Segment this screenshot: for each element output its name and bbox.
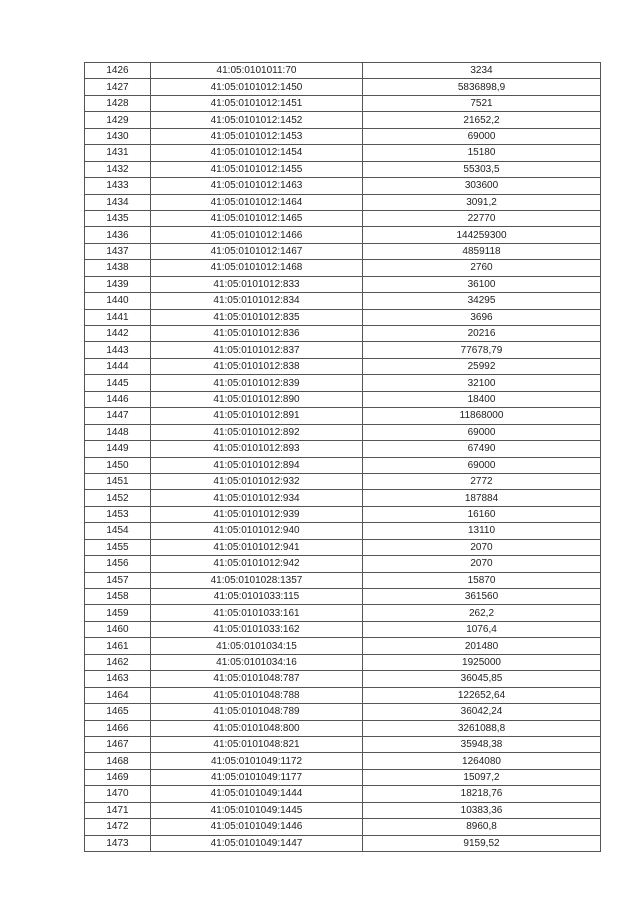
row-number-cell: 1438	[85, 260, 151, 276]
table-row	[85, 638, 601, 654]
row-number-cell: 1445	[85, 375, 151, 391]
table-row	[85, 112, 601, 128]
cadastral-number-cell: 41:05:0101012:1454	[151, 145, 363, 161]
value-cell: 20216	[363, 326, 601, 342]
value-cell: 303600	[363, 178, 601, 194]
row-number-cell: 1469	[85, 769, 151, 785]
cadastral-number-cell: 41:05:0101049:1444	[151, 786, 363, 802]
cadastral-number-cell: 41:05:0101012:940	[151, 523, 363, 539]
cadastral-number-cell: 41:05:0101033:115	[151, 589, 363, 605]
value-cell: 5836898,9	[363, 79, 601, 95]
table-row	[85, 802, 601, 818]
row-number-cell: 1467	[85, 736, 151, 752]
table-row	[85, 243, 601, 259]
row-number-cell: 1451	[85, 473, 151, 489]
table-row	[85, 654, 601, 670]
table-row	[85, 523, 601, 539]
value-cell: 9159,52	[363, 835, 601, 851]
table-row	[85, 227, 601, 243]
value-cell: 1264080	[363, 753, 601, 769]
value-cell: 55303,5	[363, 161, 601, 177]
table-row	[85, 145, 601, 161]
value-cell: 69000	[363, 424, 601, 440]
row-number-cell: 1456	[85, 556, 151, 572]
table-row	[85, 210, 601, 226]
table-row	[85, 342, 601, 358]
cadastral-number-cell: 41:05:0101012:891	[151, 408, 363, 424]
value-cell: 35948,38	[363, 736, 601, 752]
table-row	[85, 457, 601, 473]
table-row	[85, 326, 601, 342]
cadastral-number-cell: 41:05:0101012:839	[151, 375, 363, 391]
value-cell: 2772	[363, 473, 601, 489]
cadastral-number-cell: 41:05:0101049:1177	[151, 769, 363, 785]
value-cell: 11868000	[363, 408, 601, 424]
table-row	[85, 358, 601, 374]
table-row	[85, 605, 601, 621]
cadastral-number-cell: 41:05:0101012:942	[151, 556, 363, 572]
value-cell: 18400	[363, 391, 601, 407]
cadastral-number-cell: 41:05:0101033:162	[151, 621, 363, 637]
cadastral-number-cell: 41:05:0101012:1466	[151, 227, 363, 243]
cadastral-number-cell: 41:05:0101048:787	[151, 671, 363, 687]
table-row	[85, 79, 601, 95]
table-row	[85, 309, 601, 325]
value-cell: 36045,85	[363, 671, 601, 687]
table-row	[85, 687, 601, 703]
table-row	[85, 769, 601, 785]
table-row	[85, 424, 601, 440]
table-row	[85, 506, 601, 522]
value-cell: 25992	[363, 358, 601, 374]
cadastral-number-cell: 41:05:0101012:1468	[151, 260, 363, 276]
row-number-cell: 1437	[85, 243, 151, 259]
cadastral-number-cell: 41:05:0101012:939	[151, 506, 363, 522]
value-cell: 21652,2	[363, 112, 601, 128]
row-number-cell: 1468	[85, 753, 151, 769]
value-cell: 36042,24	[363, 704, 601, 720]
cadastral-number-cell: 41:05:0101012:941	[151, 539, 363, 555]
table-row	[85, 736, 601, 752]
value-cell: 2070	[363, 539, 601, 555]
row-number-cell: 1448	[85, 424, 151, 440]
row-number-cell: 1460	[85, 621, 151, 637]
row-number-cell: 1441	[85, 309, 151, 325]
row-number-cell: 1446	[85, 391, 151, 407]
cadastral-number-cell: 41:05:0101012:1452	[151, 112, 363, 128]
value-cell: 15180	[363, 145, 601, 161]
table-row	[85, 589, 601, 605]
table-row	[85, 671, 601, 687]
table-row	[85, 490, 601, 506]
cadastral-number-cell: 41:05:0101011:70	[151, 63, 363, 79]
value-cell: 262,2	[363, 605, 601, 621]
cadastral-number-cell: 41:05:0101012:833	[151, 276, 363, 292]
row-number-cell: 1457	[85, 572, 151, 588]
cadastral-number-cell: 41:05:0101048:788	[151, 687, 363, 703]
row-number-cell: 1442	[85, 326, 151, 342]
cadastral-number-cell: 41:05:0101012:894	[151, 457, 363, 473]
value-cell: 18218,76	[363, 786, 601, 802]
table-row	[85, 835, 601, 851]
cadastral-number-cell: 41:05:0101049:1446	[151, 819, 363, 835]
table-row	[85, 194, 601, 210]
cadastral-number-cell: 41:05:0101012:836	[151, 326, 363, 342]
cadastral-number-cell: 41:05:0101033:161	[151, 605, 363, 621]
cadastral-number-cell: 41:05:0101049:1447	[151, 835, 363, 851]
cadastral-number-cell: 41:05:0101012:932	[151, 473, 363, 489]
cadastral-number-cell: 41:05:0101048:789	[151, 704, 363, 720]
table-row	[85, 556, 601, 572]
table-row	[85, 178, 601, 194]
cadastral-number-cell: 41:05:0101049:1445	[151, 802, 363, 818]
table-row	[85, 621, 601, 637]
row-number-cell: 1452	[85, 490, 151, 506]
cadastral-number-cell: 41:05:0101012:1450	[151, 79, 363, 95]
cadastral-number-cell: 41:05:0101049:1172	[151, 753, 363, 769]
row-number-cell: 1427	[85, 79, 151, 95]
table-row	[85, 473, 601, 489]
table-row	[85, 572, 601, 588]
row-number-cell: 1435	[85, 210, 151, 226]
value-cell: 15097,2	[363, 769, 601, 785]
table-row	[85, 95, 601, 111]
table-row	[85, 293, 601, 309]
row-number-cell: 1432	[85, 161, 151, 177]
cadastral-number-cell: 41:05:0101012:1451	[151, 95, 363, 111]
row-number-cell: 1436	[85, 227, 151, 243]
cadastral-number-cell: 41:05:0101028:1357	[151, 572, 363, 588]
value-cell: 10383,36	[363, 802, 601, 818]
row-number-cell: 1444	[85, 358, 151, 374]
cadastral-number-cell: 41:05:0101012:1464	[151, 194, 363, 210]
row-number-cell: 1463	[85, 671, 151, 687]
value-cell: 3091,2	[363, 194, 601, 210]
row-number-cell: 1439	[85, 276, 151, 292]
table-row	[85, 753, 601, 769]
row-number-cell: 1440	[85, 293, 151, 309]
value-cell: 67490	[363, 441, 601, 457]
cadastral-number-cell: 41:05:0101012:834	[151, 293, 363, 309]
cadastral-number-cell: 41:05:0101034:16	[151, 654, 363, 670]
value-cell: 1925000	[363, 654, 601, 670]
table-row	[85, 276, 601, 292]
value-cell: 3234	[363, 63, 601, 79]
row-number-cell: 1471	[85, 802, 151, 818]
row-number-cell: 1462	[85, 654, 151, 670]
table-row	[85, 161, 601, 177]
row-number-cell: 1430	[85, 128, 151, 144]
table-row	[85, 128, 601, 144]
row-number-cell: 1458	[85, 589, 151, 605]
row-number-cell: 1447	[85, 408, 151, 424]
cadastral-number-cell: 41:05:0101034:15	[151, 638, 363, 654]
cadastral-number-cell: 41:05:0101012:892	[151, 424, 363, 440]
cadastral-number-cell: 41:05:0101012:1455	[151, 161, 363, 177]
cadastral-number-cell: 41:05:0101048:821	[151, 736, 363, 752]
value-cell: 32100	[363, 375, 601, 391]
cadastral-number-cell: 41:05:0101012:1463	[151, 178, 363, 194]
value-cell: 144259300	[363, 227, 601, 243]
cadastral-value-table	[84, 62, 601, 852]
value-cell: 122652,64	[363, 687, 601, 703]
row-number-cell: 1464	[85, 687, 151, 703]
value-cell: 361560	[363, 589, 601, 605]
table-row	[85, 720, 601, 736]
cadastral-number-cell: 41:05:0101012:893	[151, 441, 363, 457]
row-number-cell: 1431	[85, 145, 151, 161]
cadastral-number-cell: 41:05:0101012:1467	[151, 243, 363, 259]
value-cell: 187884	[363, 490, 601, 506]
row-number-cell: 1461	[85, 638, 151, 654]
row-number-cell: 1466	[85, 720, 151, 736]
table-row	[85, 408, 601, 424]
row-number-cell: 1443	[85, 342, 151, 358]
value-cell: 69000	[363, 128, 601, 144]
row-number-cell: 1459	[85, 605, 151, 621]
value-cell: 69000	[363, 457, 601, 473]
row-number-cell: 1453	[85, 506, 151, 522]
value-cell: 36100	[363, 276, 601, 292]
row-number-cell: 1449	[85, 441, 151, 457]
value-cell: 34295	[363, 293, 601, 309]
value-cell: 2760	[363, 260, 601, 276]
row-number-cell: 1426	[85, 63, 151, 79]
table-row	[85, 704, 601, 720]
value-cell: 1076,4	[363, 621, 601, 637]
table-row	[85, 819, 601, 835]
row-number-cell: 1470	[85, 786, 151, 802]
value-cell: 201480	[363, 638, 601, 654]
row-number-cell: 1455	[85, 539, 151, 555]
value-cell: 15870	[363, 572, 601, 588]
row-number-cell: 1465	[85, 704, 151, 720]
table-row	[85, 375, 601, 391]
value-cell: 22770	[363, 210, 601, 226]
row-number-cell: 1473	[85, 835, 151, 851]
row-number-cell: 1450	[85, 457, 151, 473]
row-number-cell: 1434	[85, 194, 151, 210]
value-cell: 77678,79	[363, 342, 601, 358]
value-cell: 3696	[363, 309, 601, 325]
table-row	[85, 260, 601, 276]
row-number-cell: 1428	[85, 95, 151, 111]
table-row	[85, 63, 601, 79]
row-number-cell: 1433	[85, 178, 151, 194]
cadastral-number-cell: 41:05:0101012:934	[151, 490, 363, 506]
cadastral-number-cell: 41:05:0101012:1465	[151, 210, 363, 226]
cadastral-number-cell: 41:05:0101012:835	[151, 309, 363, 325]
value-cell: 8960,8	[363, 819, 601, 835]
value-cell: 7521	[363, 95, 601, 111]
table-row	[85, 441, 601, 457]
cadastral-number-cell: 41:05:0101012:890	[151, 391, 363, 407]
row-number-cell: 1454	[85, 523, 151, 539]
value-cell: 3261088,8	[363, 720, 601, 736]
value-cell: 13110	[363, 523, 601, 539]
row-number-cell: 1472	[85, 819, 151, 835]
row-number-cell: 1429	[85, 112, 151, 128]
table-row	[85, 391, 601, 407]
value-cell: 16160	[363, 506, 601, 522]
cadastral-number-cell: 41:05:0101012:837	[151, 342, 363, 358]
table-row	[85, 786, 601, 802]
value-cell: 2070	[363, 556, 601, 572]
table-row	[85, 539, 601, 555]
cadastral-number-cell: 41:05:0101048:800	[151, 720, 363, 736]
cadastral-number-cell: 41:05:0101012:838	[151, 358, 363, 374]
value-cell: 4859118	[363, 243, 601, 259]
cadastral-number-cell: 41:05:0101012:1453	[151, 128, 363, 144]
